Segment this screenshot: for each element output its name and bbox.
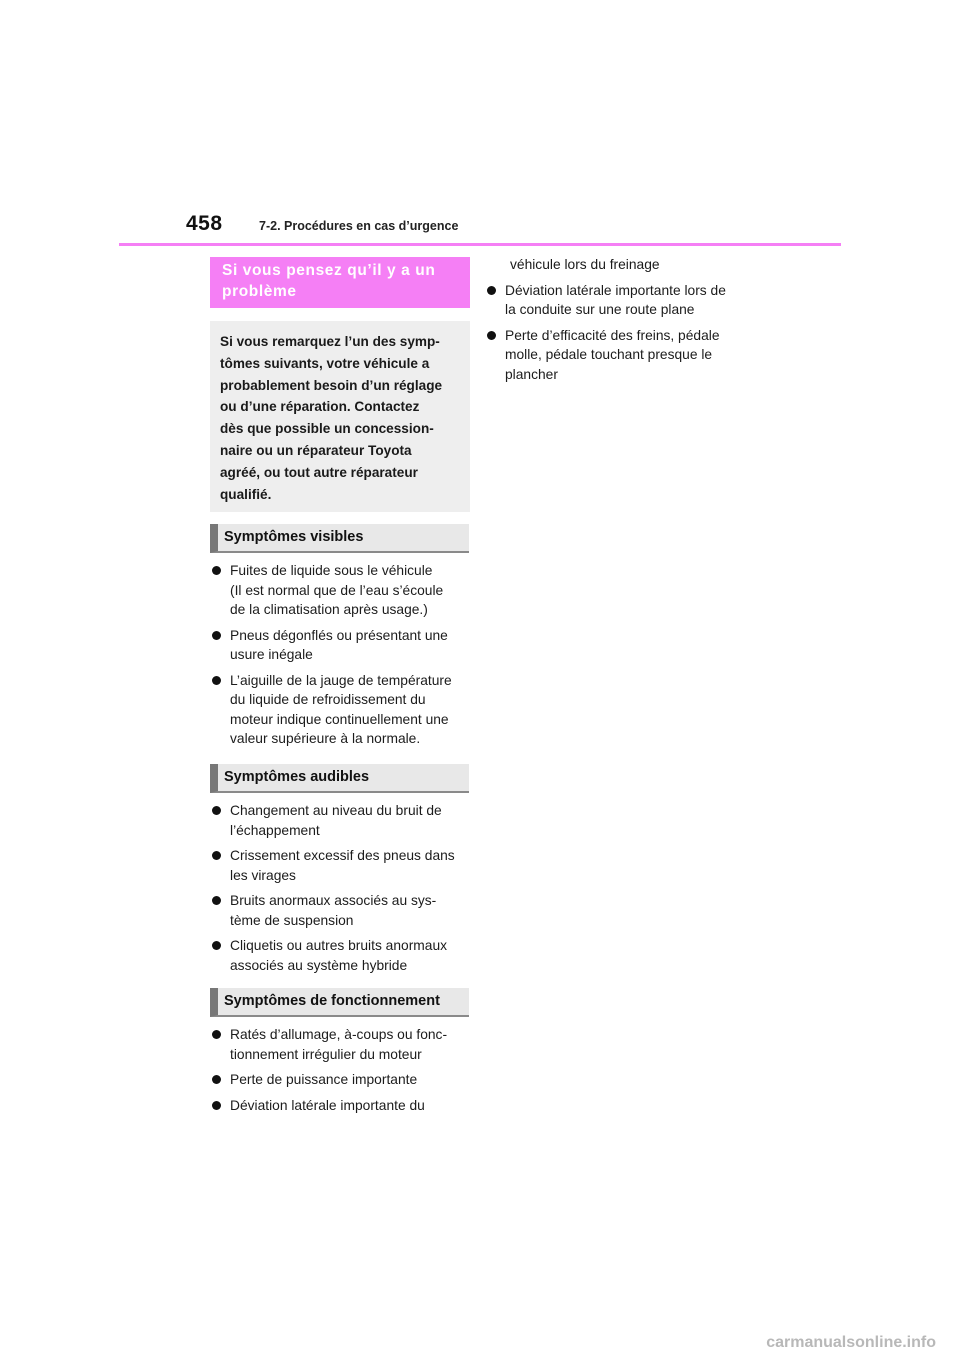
item-line: Changement au niveau du bruit de (230, 803, 442, 818)
item-line: Perte d’efficacité des freins, pédale (505, 327, 720, 343)
heading-audible-symptoms: Symptômes audibles (210, 764, 469, 793)
item-line: la conduite sur une route plane (505, 302, 695, 317)
intro-line: qualifié. (220, 486, 272, 502)
item-line: Perte de puissance importante (230, 1072, 418, 1087)
list-item (212, 1070, 474, 1090)
title-line-1: Si vous pensez qu’il y a un (222, 262, 436, 279)
heading-visible-symptoms: Symptômes visibles (210, 524, 469, 553)
item-line: Déviation latérale importante lors de (505, 282, 726, 298)
item-line: tionnement irrégulier du moteur (230, 1046, 422, 1062)
list-operation-symptoms (212, 1025, 474, 1121)
intro-line: ou d’une réparation. Contactez (220, 399, 420, 415)
item-line: Bruits anormaux associés au sys- (230, 893, 437, 908)
item-line: plancher (505, 366, 558, 382)
list-item (212, 936, 474, 975)
item-line: moteur indique continuellement une (230, 711, 449, 727)
list-item (212, 1096, 474, 1116)
intro-line: Si vous remarquez l’un des symp- (220, 334, 440, 349)
watermark: carmanualsonline.info (766, 1334, 936, 1351)
list-item (212, 801, 474, 840)
list-item (212, 1025, 474, 1064)
continued-text: véhicule lors du freinage (510, 257, 660, 272)
item-line: du liquide de refroidissement du (230, 692, 426, 707)
item-line: tème de suspension (230, 912, 354, 928)
heading-operation-symptoms: Symptômes de fonctionnement (210, 988, 469, 1017)
item-line: L’aiguille de la jauge de température (230, 672, 452, 688)
intro-box (210, 321, 470, 512)
list-item (212, 846, 474, 885)
item-line: l’échappement (230, 822, 320, 838)
header-rule (119, 243, 841, 246)
list-audible-symptoms (212, 801, 474, 981)
list-item (212, 671, 474, 749)
list-operation-symptoms-continued (487, 281, 749, 385)
item-line: usure inégale (230, 647, 313, 662)
item-line: associés au système hybride (230, 957, 408, 973)
list-item (212, 891, 474, 930)
list-item (212, 561, 474, 620)
page-number: 458 (186, 212, 223, 235)
item-line: Déviation latérale importante du (230, 1097, 425, 1113)
intro-line: probablement besoin d’un réglage (220, 377, 443, 393)
right-column (487, 255, 749, 390)
list-item (212, 626, 474, 665)
item-line: les virages (230, 867, 296, 883)
section-title-box (210, 257, 470, 308)
left-column (210, 257, 470, 512)
item-line: molle, pédale touchant presque le (505, 347, 713, 362)
intro-line: agréé, ou tout autre réparateur (220, 464, 418, 480)
intro-line: tômes suivants, votre véhicule a (220, 355, 430, 371)
list-visible-symptoms (212, 561, 474, 755)
item-line: de la climatisation après usage.) (230, 602, 428, 617)
list-item (487, 281, 749, 320)
item-line: (Il est normal que de l’eau s’écoule (230, 582, 444, 598)
item-line: Cliquetis ou autres bruits anormaux (230, 938, 448, 953)
chapter-title: 7-2. Procédures en cas d’urgence (259, 219, 459, 233)
item-line: Pneus dégonflés ou présentant une (230, 627, 448, 643)
intro-line: dès que possible un concession- (220, 421, 434, 437)
item-line: Crissement excessif des pneus dans (230, 848, 455, 863)
intro-line: naire ou un réparateur Toyota (220, 442, 412, 458)
item-line: valeur supérieure à la normale. (230, 731, 421, 746)
title-line-2: problème (222, 283, 297, 300)
item-line: Fuites de liquide sous le véhicule (230, 563, 433, 578)
item-line: Ratés d’allumage, à-coups ou fonc- (230, 1027, 448, 1042)
list-item (487, 326, 749, 385)
